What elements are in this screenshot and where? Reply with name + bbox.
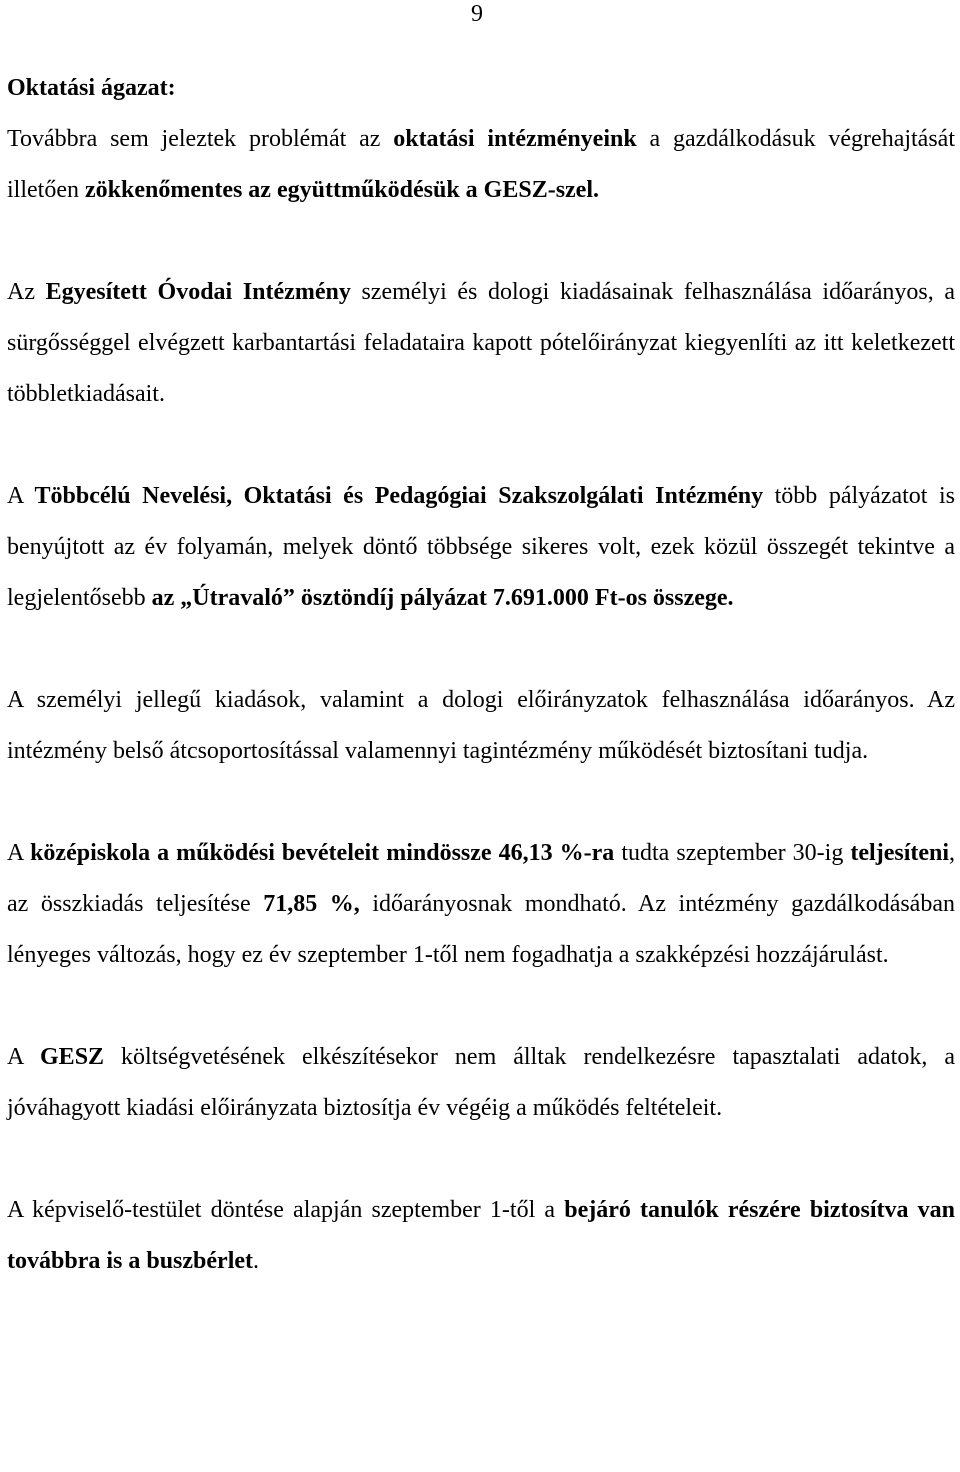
text-run: tudta szeptember 30-ig — [614, 840, 851, 866]
paragraph-gesz — [7, 1032, 955, 1134]
bold-run: bejáró tanulók részére biztosítva van továbbra is a buszbérlet — [7, 1197, 955, 1274]
paragraph-gap — [7, 1134, 955, 1185]
paragraph-kozepiskola — [7, 828, 955, 981]
paragraph-gap — [7, 777, 955, 828]
text-run: Az — [7, 279, 46, 305]
paragraph-gap — [7, 216, 955, 267]
bold-run: Többcélú Nevelési, Oktatási és Pedagógiai Szakszolgálati Intézmény — [34, 483, 764, 509]
text-run: , az összkiadás teljesítése — [7, 840, 956, 917]
text-run: időarányosnak mondható. Az intézmény gazdálkodásában lényeges változás, hogy ez év szeptember 1-től nem fogadhatja a szakképzési hozzájárulást. — [7, 891, 955, 968]
bold-run: teljesíteni — [850, 840, 950, 866]
paragraph-gap — [7, 981, 955, 1032]
text-run: A képviselő-testület döntése alapján szeptember 1-től a — [7, 1197, 565, 1223]
text-run: költségvetésének elkészítésekor nem álltak rendelkezésre tapasztalati adatok, a jóváhagyott kiadási előirányzata biztosítja év végéig a működés feltételeit. — [7, 1044, 956, 1121]
paragraph-gap — [7, 420, 955, 471]
paragraph-gap — [7, 624, 955, 675]
text-run: Továbbra sem jeleztek problémát az — [7, 126, 394, 152]
paragraph-tobbcelu-intezmeny — [7, 471, 955, 624]
text-run: személyi és dologi kiadásainak felhasználása időarányos, a sürgősséggel elvégzett karbantartási feladataira kapott pótelőirányzat kiegyenlíti az itt keletkezett többletkiadásait. — [7, 279, 955, 407]
bold-run: középiskola a működési bevételeit mindössze 46,13 %-ra — [30, 840, 615, 866]
bold-run: Egyesített Óvodai Intézmény — [45, 279, 351, 305]
paragraph-oktatasi-intezmenyek — [7, 114, 955, 216]
section-heading: Oktatási ágazat: — [7, 75, 176, 101]
text-run: . — [253, 1248, 259, 1274]
text-run: A személyi jellegű kiadások, valamint a dologi előirányzatok felhasználása időarányos. Az intézmény belső átcsoportosítással valamennyi tagintézmény működését biztosítani tudja. — [7, 687, 955, 764]
page-number: 9 — [471, 1, 483, 27]
bold-run: 71,85 %, — [263, 891, 360, 917]
text-run: több pályázatot is benyújtott az év folyamán, melyek döntő többsége sikeres volt, ezek közül összegét tekintve a legjelentősebb — [7, 483, 955, 611]
paragraph-ovodai-intezmeny — [7, 267, 955, 420]
paragraph-szemelyi-kiadasok — [7, 675, 955, 777]
bold-run: GESZ — [40, 1044, 105, 1070]
text-run: A — [7, 840, 31, 866]
document-body — [7, 63, 955, 1287]
text-run: A — [7, 483, 35, 509]
text-run: A — [7, 1044, 41, 1070]
bold-run: oktatási intézményeink — [393, 126, 637, 152]
bold-run: az „Útravaló” ösztöndíj pályázat 7.691.000 Ft-os összege. — [151, 585, 734, 611]
text-run: a gazdálkodásuk végrehajtását illetően — [7, 126, 955, 203]
paragraph-buszberlet — [7, 1185, 955, 1287]
bold-run: zökkenőmentes az együttműködésük a GESZ-szel. — [84, 177, 600, 203]
